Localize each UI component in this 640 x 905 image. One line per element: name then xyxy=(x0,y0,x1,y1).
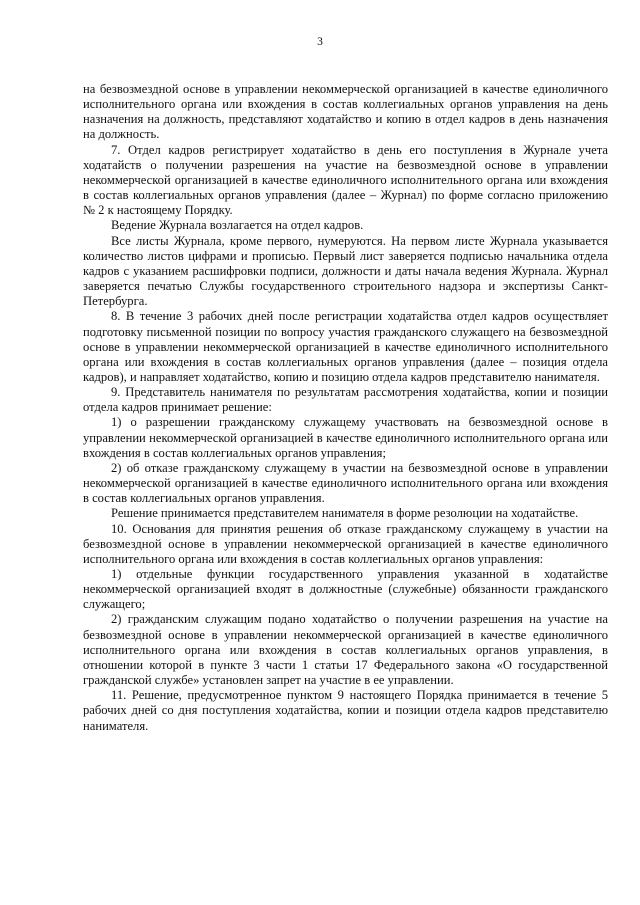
paragraph-decision-form: Решение принимается представителем нанимателя в форме резолюции на ходатайстве. xyxy=(111,506,579,521)
paragraph-item-7: 7. Отдел кадров регистрирует ходатайство в день его поступления в Журнале учета ходатайств о получении разрешения на участие на безвозмездной основе в управлении некоммерческой организацией в качестве единоличного исполнительного органа или вхождения в состав коллегиальных органов управления (далее – Журнал) по форме согласно приложению № 2 к настоящему Порядку. xyxy=(83,142,608,218)
paragraph-item-8: 8. В течение 3 рабочих дней после регистрации ходатайства отдел кадров осуществляет подготовку письменной позиции по вопросу участия гражданского служащего на безвозмездной основе в управлении некоммерческой организацией в качестве единоличного исполнительного органа или вхождения в состав коллегиальных органов управления (далее – позиция отдела кадров), и направляет ходатайство, копию и позицию отдела кадров представителю нанимателя. xyxy=(83,309,608,384)
paragraph-journal-sheets: Все листы Журнала, кроме первого, нумеруются. На первом листе Журнала указывается количество листов цифрами и прописью. Первый лист заверяется подписью начальника отдела кадров с указанием расшифровки подписи, должности и даты начала ведения Журнала. Журнал заверяется печатью Службы государственного строительного надзора и экспертизы Санкт-Петербурга. xyxy=(83,233,608,309)
paragraph-journal-maintenance: Ведение Журнала возлагается на отдел кадров. xyxy=(111,218,364,233)
page-number: 3 xyxy=(317,36,323,48)
paragraph-item-9-1: 1) о разрешении гражданскому служащему участвовать на безвозмездной основе в управлении некоммерческой организацией в качестве единоличного исполнительного органа или вхождения в состав коллегиальных органов управления; xyxy=(83,415,608,460)
paragraph-item-9-2: 2) об отказе гражданскому служащему в участии на безвозмездной основе в управлении некоммерческой организацией в качестве единоличного исполнительного органа или вхождения в состав коллегиальных органов управления. xyxy=(83,460,608,506)
document-body xyxy=(83,82,608,734)
paragraph-item-10: 10. Основания для принятия решения об отказе гражданскому служащему в участии на безвозмездной основе в управлении некоммерческой организацией в качестве единоличного исполнительного органа или вхождения в состав коллегиальных органов управления: xyxy=(83,521,608,566)
paragraph-item-11: 11. Решение, предусмотренное пунктом 9 настоящего Порядка принимается в течение 5 рабочих дней со дня поступления ходатайства, копии и позиции отдела кадров представителю нанимателя. xyxy=(83,688,608,733)
paragraph-continuation: на безвозмездной основе в управлении некоммерческой организацией в качестве единоличного исполнительного органа или вхождения в состав коллегиальных органов управления на день назначения на должность, представляют ходатайство и копию в отдел кадров в день назначения на должность. xyxy=(83,82,608,142)
paragraph-item-10-2: 2) гражданским служащим подано ходатайство о получении разрешения на участие на безвозмездной основе в управлении некоммерческой организацией в качестве единоличного исполнительного органа или вхождения в состав коллегиальных органов управления, в отношении которой в пункте 3 части 1 статьи 17 Федерального закона «О государственной гражданской службе» установлен запрет на участие в ее управлении. xyxy=(83,612,608,688)
paragraph-item-10-1: 1) отдельные функции государственного управления указанной в ходатайстве некоммерческой организацией входят в должностные (служебные) обязанности гражданского служащего; xyxy=(83,567,608,612)
paragraph-item-9: 9. Представитель нанимателя по результатам рассмотрения ходатайства, копии и позиции отдела кадров принимает решение: xyxy=(83,385,608,415)
